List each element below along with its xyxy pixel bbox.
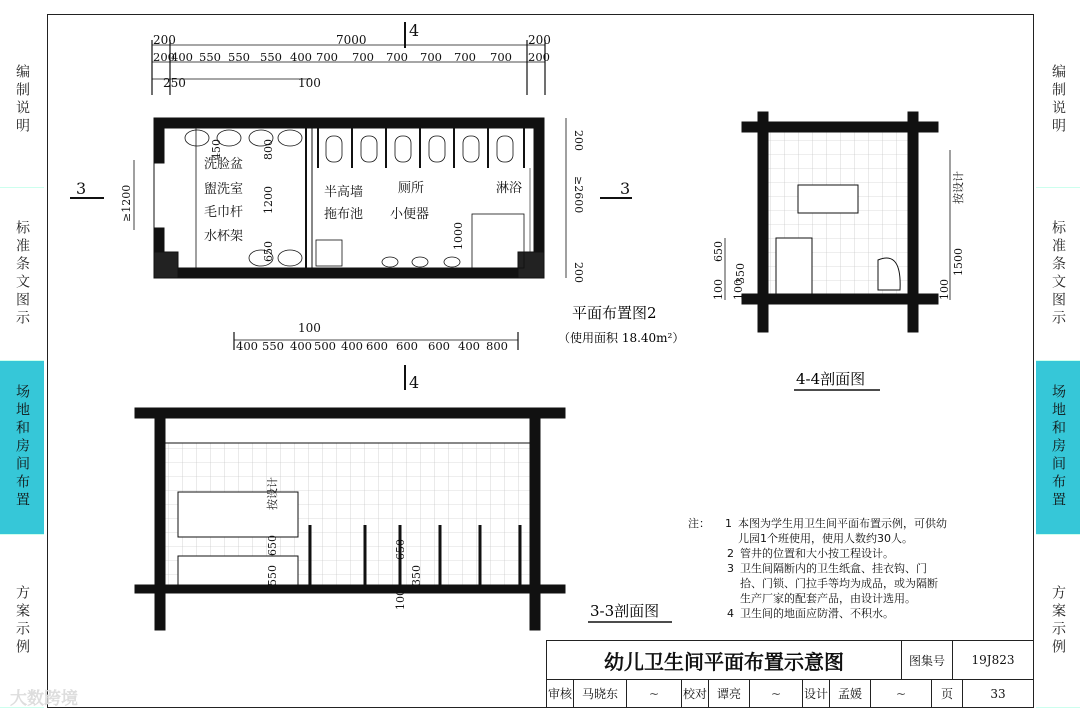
dim-top-2: 700 xyxy=(490,50,512,64)
dim-top-2: 700 xyxy=(352,50,374,64)
dim-top-2: 700 xyxy=(316,50,338,64)
dim-bottom-top: 100 xyxy=(298,321,321,335)
s44-dim-100: 100 xyxy=(712,279,725,300)
note-text: 管井的位置和大小按工程设计。 xyxy=(740,547,894,560)
s33-dim-350: 350 xyxy=(410,565,423,586)
note-text: 本图为学生用卫生间平面布置示例，可供幼儿园1个班使用，使用人数约30人。 xyxy=(738,517,947,545)
section-mark-3-left: 3 xyxy=(76,179,87,198)
s44-dim-design: 按设计 xyxy=(952,171,965,204)
designer-signature: ~ xyxy=(871,680,932,707)
watermark: 大数跨境 xyxy=(10,689,78,709)
dim-top-3b: 100 xyxy=(298,76,321,90)
dim-bottom: 400 xyxy=(341,339,363,353)
dim-bottom: 600 xyxy=(366,339,388,353)
label-cup-rack: 水杯架 xyxy=(204,229,244,244)
sidebar-tab-label: 编制说明 xyxy=(1050,64,1066,137)
sidebar-tab-label: 方案示例 xyxy=(1050,584,1066,657)
inner-dim-1200: 1200 xyxy=(262,186,275,214)
design-label: 设计 xyxy=(803,680,830,707)
section-3-3-drawing xyxy=(135,408,565,630)
title-block xyxy=(546,640,1034,708)
note-num: 4 xyxy=(727,607,734,620)
section-4-4-drawing xyxy=(725,112,950,332)
plan-area: （使用面积 18.40m²） xyxy=(558,331,685,345)
designer-name: 孟媛 xyxy=(830,680,871,707)
sidebar-tab-label: 标准条文图示 xyxy=(1050,219,1066,328)
atlas-number: 19J823 xyxy=(952,641,1033,679)
label-washroom: 盥洗室 xyxy=(204,182,244,197)
dim-top-2: 200 xyxy=(153,50,175,64)
dim-top-1a: 200 xyxy=(153,33,176,47)
side-dim-200b: 200 xyxy=(572,262,585,283)
label-mop-sink: 拖布池 xyxy=(324,207,364,222)
checker-signature: ~ xyxy=(750,680,803,707)
section-mark-4-bottom: 4 xyxy=(409,373,420,392)
checker-name: 谭亮 xyxy=(709,680,750,707)
check-label: 校对 xyxy=(682,680,709,707)
atlas-label: 图集号 xyxy=(901,641,952,679)
s44-dim-650: 650 xyxy=(712,241,725,262)
dim-top-1c: 200 xyxy=(528,33,551,47)
dim-top-2: 700 xyxy=(454,50,476,64)
label-half-wall: 半高墙 xyxy=(324,185,364,200)
dim-bottom: 550 xyxy=(262,339,284,353)
dim-top-2: 700 xyxy=(386,50,408,64)
s33-dim-design: 按设计 xyxy=(266,477,279,510)
label-shower: 淋浴 xyxy=(496,181,523,196)
dim-top-2: 550 xyxy=(260,50,282,64)
label-towel-bar: 毛巾杆 xyxy=(204,205,244,220)
s33-dim-650b: 650 xyxy=(394,539,407,560)
section-4-4-title: 4-4剖面图 xyxy=(796,370,866,388)
dim-top-2: 400 xyxy=(290,50,312,64)
notes-prefix: 注： xyxy=(688,517,710,530)
dim-top-2: 550 xyxy=(228,50,250,64)
dim-top-2: 700 xyxy=(420,50,442,64)
side-dim-1200: ≥1200 xyxy=(120,184,133,222)
sidebar-tab-label: 编制说明 xyxy=(14,64,30,137)
dim-bottom: 600 xyxy=(396,339,418,353)
s44-dim-100b: 100 xyxy=(938,279,951,300)
reviewer-signature: ~ xyxy=(627,680,682,707)
label-toilet-room: 厕所 xyxy=(398,181,425,196)
notes-block xyxy=(688,516,948,621)
dim-bottom: 600 xyxy=(428,339,450,353)
dim-top-3a: 250 xyxy=(163,76,186,90)
inner-dim-800: 800 xyxy=(262,139,275,160)
dim-bottom: 400 xyxy=(236,339,258,353)
note-num: 1 xyxy=(725,517,732,530)
review-label: 审核 xyxy=(547,680,574,707)
plan-title: 平面布置图2 xyxy=(572,304,657,322)
dim-top-2: 400 xyxy=(171,50,193,64)
inner-dim-650: 650 xyxy=(262,241,275,262)
note-text: 卫生间隔断内的卫生纸盒、挂衣钩、门拾、门锁、门拉手等均为成品，或为隔断生产厂家的配套产品，由设计选用。 xyxy=(740,562,938,605)
section-3-3-title: 3-3剖面图 xyxy=(590,602,660,620)
sidebar-tab-label: 场地和房间布置 xyxy=(14,384,30,511)
s33-dim-650: 650 xyxy=(266,535,279,556)
dim-bottom: 400 xyxy=(458,339,480,353)
s33-dim-100: 100 xyxy=(394,589,407,610)
note-text: 卫生间的地面应防滑、不积水。 xyxy=(740,607,894,620)
reviewer-name: 马晓东 xyxy=(574,680,627,707)
dim-top-1b: 7000 xyxy=(336,33,367,47)
sidebar-tab-label: 方案示例 xyxy=(14,584,30,657)
side-dim-2600: ≥2600 xyxy=(572,176,585,214)
section-mark-3-right: 3 xyxy=(620,179,631,198)
s44-dim-350: 350 xyxy=(734,263,747,284)
dim-top-2: 550 xyxy=(199,50,221,64)
note-num: 3 xyxy=(727,562,734,575)
label-urinal: 小便器 xyxy=(390,207,430,222)
label-basin: 洗脸盆 xyxy=(204,157,244,172)
inner-dim-1000: 1000 xyxy=(452,222,465,250)
dim-bottom: 400 xyxy=(290,339,312,353)
s44-dim-1500: 1500 xyxy=(952,248,965,276)
s33-dim-550: 550 xyxy=(266,565,279,586)
dim-top-2: 200 xyxy=(528,50,550,64)
sidebar-tab-label: 场地和房间布置 xyxy=(1050,384,1066,511)
sidebar-tab-label: 标准条文图示 xyxy=(14,219,30,328)
side-dim-200a: 200 xyxy=(572,130,585,151)
inner-dim-450: 450 xyxy=(210,139,223,160)
drawing-title: 幼儿卫生间平面布置示意图 xyxy=(604,649,844,674)
dim-bottom: 800 xyxy=(486,339,508,353)
s44-dim-100c: 100 xyxy=(732,279,745,300)
page-number: 33 xyxy=(990,686,1006,701)
plan-drawing xyxy=(70,22,632,390)
section-mark-4-top: 4 xyxy=(409,21,420,40)
dim-bottom: 500 xyxy=(314,339,336,353)
page-label: 页 xyxy=(932,680,963,707)
note-num: 2 xyxy=(727,547,734,560)
